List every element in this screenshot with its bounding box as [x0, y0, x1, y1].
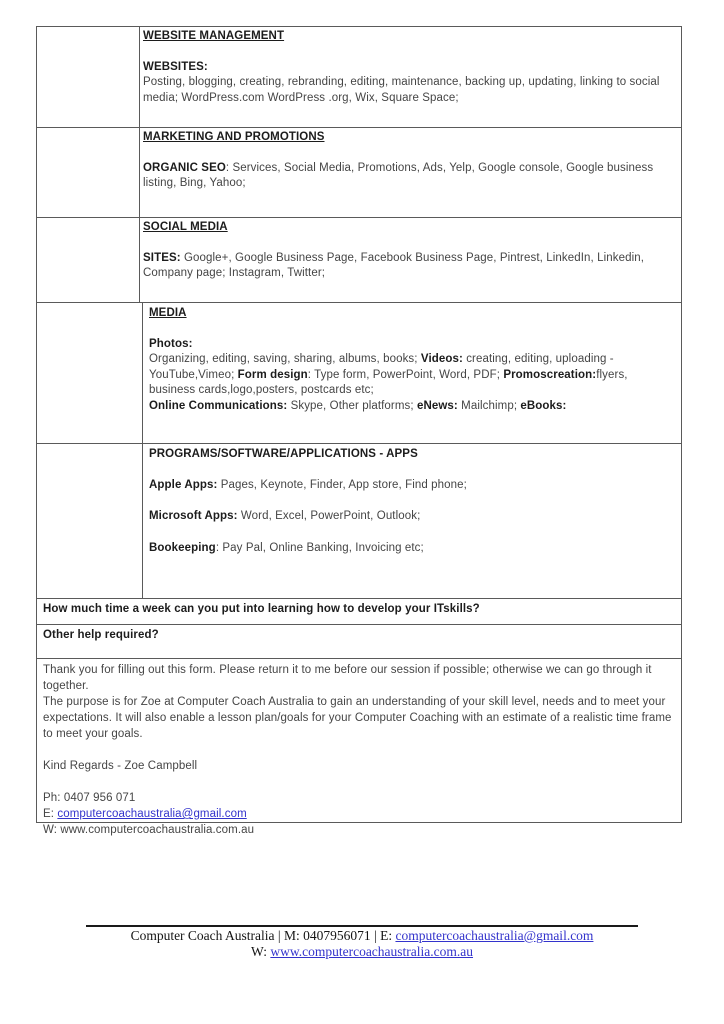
row-marketing-promotions — [37, 127, 681, 217]
websites-body: Posting, blogging, creating, rebranding, editing, maintenance, backing up, updating, linking to social media; WordPress.com WordPress .org, Wix, Square Space; — [143, 76, 660, 104]
media-heading: MEDIA — [149, 307, 187, 319]
photos-label: Photos: — [149, 337, 193, 350]
videos-label: Videos: — [420, 353, 463, 365]
spacer — [43, 742, 673, 758]
web-line: W: www.computercoachaustralia.com.au — [43, 824, 255, 836]
marketing-heading: MARKETING AND PROMOTIONS — [143, 131, 325, 143]
organic-seo-label: ORGANIC SEO — [143, 161, 226, 174]
email-link[interactable]: computercoachaustralia@gmail.com — [57, 808, 247, 820]
sites-text: Google+, Google Business Page, Facebook Business Page, Pintrest, LinkedIn, Linkedin, Company page; Instagram, Twitter; — [143, 251, 645, 279]
online-comms-label: Online Communications: — [149, 399, 288, 412]
promos-text: flyers, business cards,logo,posters, postcards etc; — [149, 368, 628, 396]
microsoft-apps-label: Microsoft Apps: — [149, 510, 238, 522]
row-media — [37, 302, 681, 443]
website-management-left-cell — [37, 27, 140, 127]
social-media-heading: SOCIAL MEDIA — [143, 221, 228, 233]
online-comms-text: Skype, Other platforms; — [287, 399, 417, 412]
ebooks-label: eBooks: — [520, 399, 567, 412]
row-social-media — [37, 217, 681, 302]
promos-label: Promoscreation: — [503, 368, 597, 381]
online-comms-line — [149, 399, 673, 415]
programs-cell — [143, 444, 681, 598]
other-help-cell — [37, 625, 681, 658]
website-management-cell — [140, 27, 681, 127]
spacer — [149, 493, 673, 509]
footer-divider — [86, 925, 638, 927]
programs-left-cell — [37, 444, 143, 598]
footer-email-link[interactable]: computercoachaustralia@gmail.com — [395, 928, 594, 943]
microsoft-apps-line — [149, 509, 673, 525]
row-programs-apps — [37, 443, 681, 598]
website-management-heading: WEBSITE MANAGEMENT — [143, 30, 285, 42]
microsoft-apps-text: Word, Excel, PowerPoint, Outlook; — [237, 510, 421, 522]
footer-contact-line — [0, 928, 724, 944]
organic-seo-text: : Services, Social Media, Promotions, Ads, Yelp, Google console, Google business listing, Bing, Yahoo; — [143, 161, 654, 189]
marketing-left-cell — [37, 128, 140, 217]
sites-label: SITES: — [143, 251, 181, 264]
form-design-label: Form design — [237, 368, 308, 381]
bookeeping-text: : Pay Pal, Online Banking, Invoicing etc; — [215, 541, 424, 554]
marketing-cell — [140, 128, 681, 217]
websites-label: WEBSITES: — [143, 60, 208, 73]
skills-table — [36, 26, 682, 836]
closing-paragraph-2: The purpose is for Zoe at Computer Coach Australia to gain an understanding of your skill level, needs and to meet your expectations. It will also enable a lesson plan/goals for your Computer Coaching with an estimate of a realistic time frame to meet your goals. — [43, 696, 672, 740]
phone-line: Ph: 0407 956 071 — [43, 792, 136, 804]
time-question-text: How much time a week can you put into learning how to develop your ITskills? — [43, 603, 480, 615]
enews-label: eNews: — [416, 399, 458, 412]
other-help-text: Other help required? — [43, 629, 159, 641]
programs-heading: PROGRAMS/SOFTWARE/APPLICATIONS - APPS — [149, 448, 418, 460]
footer-web-link[interactable]: www.computercoachaustralia.com.au — [270, 944, 474, 959]
photos-text: Organizing, editing, saving, sharing, albums, books; — [149, 353, 421, 365]
bookeeping-line — [149, 541, 673, 557]
videos-text: creating, editing, uploading - YouTube,Vimeo; — [149, 353, 614, 381]
social-media-cell — [140, 218, 681, 302]
spacer — [149, 525, 673, 541]
organic-seo-body — [143, 161, 675, 192]
apple-apps-line — [149, 478, 673, 494]
form-design-text: : Type form, PowerPoint, Word, PDF; — [307, 368, 504, 381]
email-prefix: E: — [43, 808, 58, 820]
footer-web-prefix: W: — [250, 944, 271, 959]
sites-body — [143, 251, 675, 282]
social-media-left-cell — [37, 218, 140, 302]
closing-paragraph-1: Thank you for filling out this form. Please return it to me before our session if possible; otherwise we can go through it together. — [43, 664, 652, 692]
apple-apps-text: Pages, Keynote, Finder, App store, Find phone; — [217, 478, 467, 491]
media-body — [149, 352, 673, 399]
bookeeping-label: Bookeeping — [149, 541, 216, 554]
email-line — [43, 806, 673, 822]
apple-apps-label: Apple Apps: — [149, 478, 218, 491]
page-footer — [0, 925, 724, 960]
row-other-help — [37, 624, 681, 658]
time-question-cell — [37, 599, 681, 624]
row-website-management — [37, 27, 681, 127]
footer-brand-text: Computer Coach Australia | M: 0407956071 | E: — [130, 928, 396, 943]
row-closing-note — [37, 658, 681, 836]
closing-cell — [37, 659, 681, 836]
enews-text: Mailchimp; — [457, 399, 521, 412]
media-left-cell — [37, 303, 143, 443]
footer-web-line — [0, 944, 724, 960]
kind-regards-line: Kind Regards - Zoe Campbell — [43, 760, 198, 772]
spacer — [43, 774, 673, 790]
row-time-question — [37, 598, 681, 624]
media-cell — [143, 303, 681, 443]
